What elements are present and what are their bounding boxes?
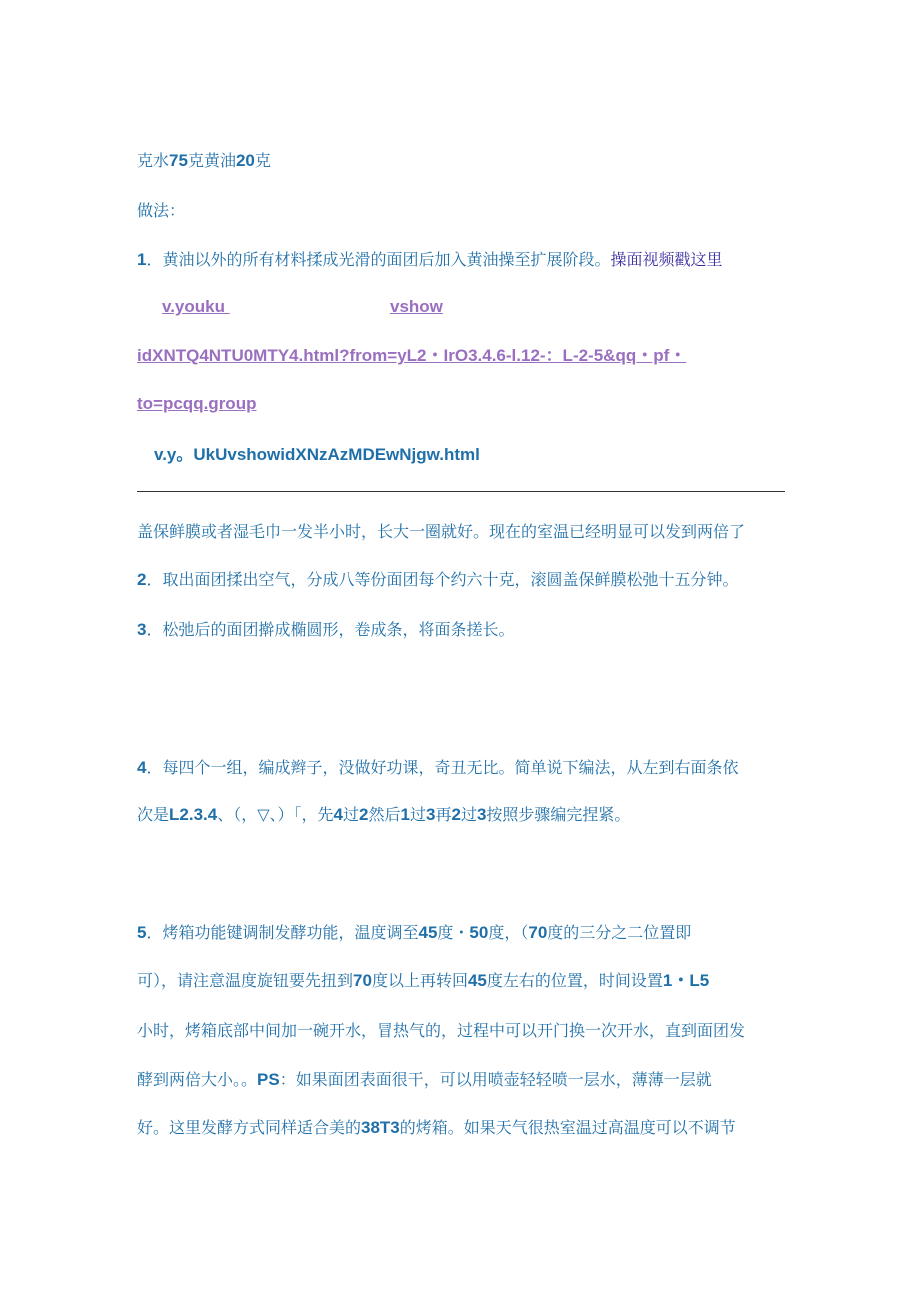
cover-paragraph: 盖保鲜膜或者湿毛巾一发半小时，长大一圈就好。现在的室温已经明显可以发到两倍了: [137, 522, 746, 541]
video-link[interactable]: to=pcqq.group: [137, 394, 257, 413]
step-text: ：如果面团表面很干，可以用喷壶轻轻喷一层水，薄薄一层就: [279, 1070, 712, 1089]
video-link[interactable]: v.youku: [162, 297, 225, 316]
link-line-1: [162, 296, 443, 318]
step-number: 4: [137, 758, 147, 777]
link-line-3: [137, 393, 256, 415]
step-text: 的烤箱。如果天气很热室温过高温度可以不调节: [399, 1118, 736, 1137]
step-text: 38T3: [361, 1118, 400, 1137]
ingredients-text: 克: [254, 151, 271, 170]
video-link-gap[interactable]: [225, 296, 390, 318]
step-text: 度左右的位置，时间设置: [486, 971, 663, 990]
ingredients-text: 克黄油: [187, 151, 236, 170]
step-3: [137, 619, 514, 641]
step-text: 、（，▽、）「，先: [217, 805, 334, 824]
step-text: 45: [418, 923, 438, 942]
video-link-2[interactable]: v.y。UkUvshowidXNzAzMDEwNjgw.html: [154, 445, 480, 464]
method-heading: 做法：: [137, 201, 186, 220]
step-text: 好。这里发酵方式同样适合美的: [137, 1118, 362, 1137]
ingredients-line: [137, 150, 271, 172]
step-text: 过: [343, 805, 360, 824]
step-text: ．松弛后的面团擀成椭圆形，卷成条，将面条搓长。: [146, 620, 515, 639]
step-text: 再: [435, 805, 452, 824]
step-text: 45: [467, 971, 487, 990]
step-5-line-4: [137, 1069, 712, 1091]
step-number: 1: [137, 250, 147, 269]
step-2: [137, 569, 738, 591]
step-text: 4: [333, 805, 343, 824]
step-5-line-3: 小时，烤箱底部中间加一碗开水，冒热气的，过程中可以开门换一次开水，直到面团发: [137, 1021, 746, 1040]
ingredients-text: 克水: [137, 151, 170, 170]
step-text: 3: [425, 805, 436, 824]
step-text: 按照步骤编完捏紧。: [486, 805, 631, 824]
step-text: 然后: [368, 805, 401, 824]
step-text: 酵到两倍大小。。: [137, 1070, 258, 1089]
video-link[interactable]: vshow: [389, 297, 443, 316]
step-text: ．取出面团揉出空气，分成八等份面团每个约六十克，滚圆盖保鲜膜松弛十五分钟。: [146, 570, 739, 589]
step-5-line-1: [137, 922, 691, 944]
step-text: 1・L5: [662, 971, 710, 990]
step-text: PS: [257, 1070, 280, 1089]
butter-amount: 20: [235, 151, 255, 170]
step-text: ．烤箱功能键调制发酵功能，温度调至: [146, 923, 419, 942]
step-5-line-2: [137, 970, 709, 992]
step-4-line-1: [137, 757, 738, 779]
step-text: 70: [528, 923, 548, 942]
step-text: L2.3.4: [169, 805, 218, 824]
link-line-4: [154, 444, 480, 466]
step-4-line-2: [137, 804, 630, 826]
video-label: 操面视频戳这里: [610, 250, 723, 269]
step-text: 70: [353, 971, 372, 990]
water-amount: 75: [169, 151, 188, 170]
step-text: 2: [359, 805, 369, 824]
step-text: 可），请注意温度旋钮要先扭到: [137, 971, 354, 990]
step-text: 过: [409, 805, 426, 824]
step-number: 3: [137, 620, 147, 639]
step-1: [137, 249, 723, 271]
step-text: ．每四个一组，编成辫子，没做好功课，奇丑无比。简单说下编法，从左到右面条依: [146, 758, 739, 777]
step-text: 度・: [437, 923, 470, 942]
step-text: 度，（: [488, 923, 529, 942]
step-text: 2: [451, 805, 461, 824]
video-link[interactable]: idXNTQ4NTU0MTY4.html?from=yL2・IrO3.4.6-l.12-：L-2-5&qq・pf・: [137, 346, 687, 365]
step-text: 度的三分之二位置即: [547, 923, 692, 942]
divider: [137, 491, 785, 492]
step-number: 2: [137, 570, 147, 589]
step-text: 过: [460, 805, 477, 824]
step-text: 50: [469, 923, 489, 942]
step-number: 5: [137, 923, 147, 942]
step-5-line-5: [137, 1117, 736, 1139]
step-text: 度以上再转回: [371, 971, 468, 990]
link-line-2: [137, 345, 686, 367]
step-text: ．黄油以外的所有材料揉成光滑的面团后加入黄油操至扩展阶段。: [146, 250, 611, 269]
step-text: 次是: [137, 805, 170, 824]
step-text: 3: [476, 805, 487, 824]
step-text: 1: [400, 805, 410, 824]
